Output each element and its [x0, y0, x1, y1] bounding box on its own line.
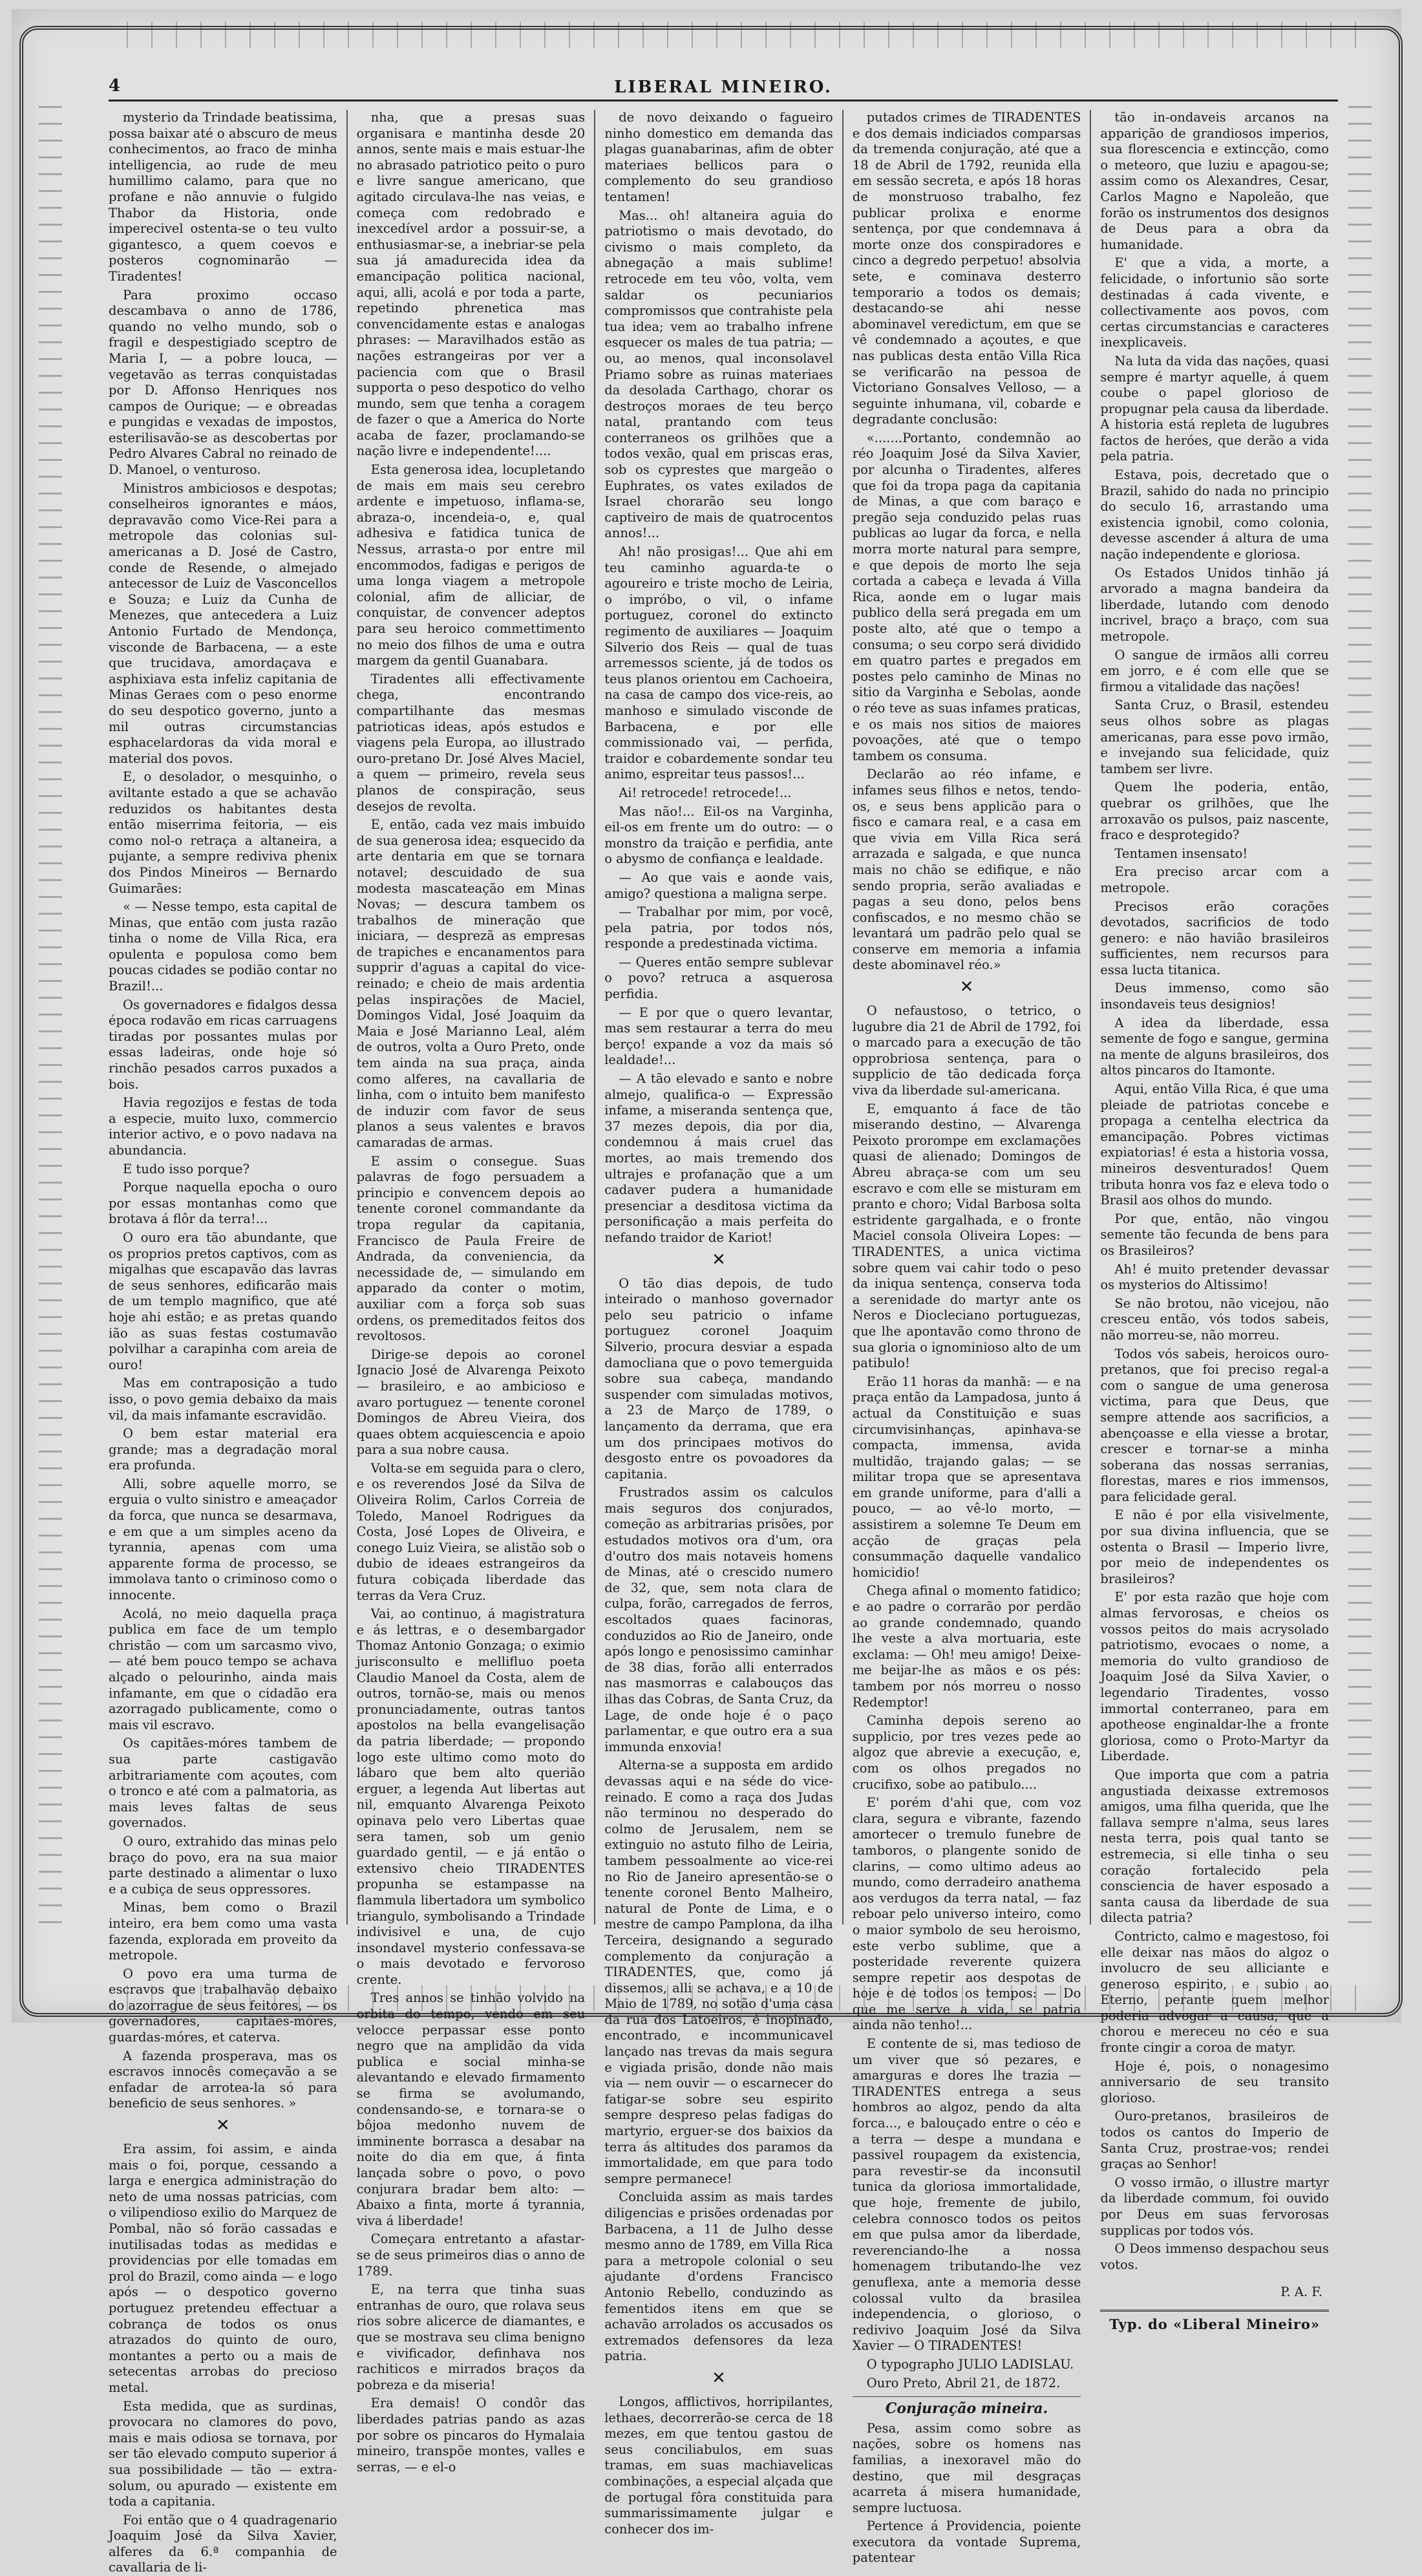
column-2 — [346, 110, 595, 2475]
paragraph: O nefaustoso, o tetrico, o lugubre dia 21 de Abril de 1792, foi o marcado para a execução de tão opprobriosa sentença, para o supplicio de tão dedicada força viva da liberdade sul-americana. — [852, 1003, 1081, 1098]
section-separator: ✕ — [712, 2368, 726, 2388]
column-5 — [1090, 110, 1338, 2332]
printer-imprint: Typ. do «Liberal Mineiro» — [1109, 2315, 1321, 2332]
paragraph: — Ao que vais e aonde vais, amigo? questiona a maligna serpe. — [604, 869, 833, 901]
paragraph: Minas, bem como o Brazil inteiro, era bem como uma vasta fazenda, explorada em proveito da metropole. — [109, 1900, 337, 1963]
paragraph: Que importa que com a patria angustiada deixasse extremosos amigos, uma filha querida, que lhe fallava sempre n'alma, seus lares nesta terra, pois qual tanto se estremecia, si elle tinha o seu coração fortalecido pela consciencia de haver esposado a santa causa da liberdade de sua dilecta patria? — [1100, 1767, 1329, 1926]
paragraph: — Queres então sempre sublevar o povo? retruca a asquerosa perfidia. — [604, 954, 833, 1002]
paragraph: E, o desolador, o mesquinho, o aviltante estado a que se achavão reduzidos os habitantes desta então miserrima feitoria, — eis como nol-o retraça a altaneira, a pujante, a sempre rediviva phenix dos Pindos Mineiros — Bernardo Guimarães: — [109, 769, 337, 896]
closing-rule — [1100, 2310, 1329, 2312]
paragraph: O tão dias depois, de tudo inteirado o manhoso governador pelo seu patricio o infame portuguez coronel Joaquim Silverio, procura desviar a espada damocliana que o povo temerguida sobre sua cabeça, mandando suspender com simuladas motivos, a 23 de Março de 1789, o lançamento da derrama, que era um dos principaes motivos do desgosto entre os povoadores da capitania. — [604, 1275, 833, 1482]
paragraph: putados crimes de TIRADENTES e dos demais indiciados comparsas da tremenda conjuração, até que a 18 de Abril de 1792, reunida ella em sessão secreta, e após 18 horas de monstruoso trabalho, fez publicar prolixa e enorme sentença, por que condemnava á morte onze dos conspiradores e cinco a degredo perpetuo! absolvia sete, e cominava desterro temporario a todos os demais; destacando-se ahi nesse abominavel veredictum, em que se vê condemnado a açoutes, e que nas publicas desta então Villa Rica se verificarão na pessoa de Victoriano Gonsalves Velloso, — a seguinte inhumana, vil, cobarde e degradante conclusão: — [852, 110, 1081, 427]
section-separator: ✕ — [215, 2116, 230, 2136]
paragraph: Ouro Preto, Abril 21, de 1872. — [866, 2375, 1061, 2390]
paragraph: Caminha depois sereno ao supplicio, por tres vezes pede ao algoz que abrevie a execução, e, com os olhos pregados no crucifixo, sobe ao patibulo.... — [852, 1713, 1081, 1792]
paragraph: Pesa, assim como sobre as nações, sobre os homens nas familias, a inexoravel mão do destino, que mil desgraças acarreta á misera humanidade, sempre luctuosa. — [852, 2420, 1081, 2515]
paragraph: E, então, cada vez mais imbuido de sua generosa idea; esquecido da arte dentaria em que se tornara notavel; descuidado de sua modesta mascateação em Minas Novas; — descura tambem os trabalhos de mineração que iniciara, — desprezã as empresas de trapiches e encanamentos para supprir d'aguas a capital do vice-reinado; e cheio de mais ardentia pelas inspirações de Maciel, Domingos Vidal, José Joaquim da Maia e José Marianno Leal, além de outros, volta a Ouro Preto, onde tem ainda na sua praça, ainda como alferes, na cavallaria de linha, com o intuito bem manifesto de induzir com favor de seus planos a seus valentes e bravos camaradas de armas. — [356, 817, 586, 1150]
paragraph: Esta generosa idea, locupletando de mais em mais seu cerebro ardente e impetuoso, inflama-se, abraza-o, incendeia-o, e, qual adhesiva e fatidica tunica de Nessus, arrasta-o por entre mil encommodos, fadigas e perigos de uma longa viagem a metropole colonial, afim de alliciar, de conquistar, de convencer adeptos para seu heroico commettimento no meio dos filhos de uma e outra margem da gentil Guanabara. — [356, 462, 586, 668]
paragraph: Ai! retrocede! retrocede!... — [619, 785, 792, 800]
paragraph: Foi então que o 4 quadragenario Joaquim José da Silva Xavier, alferes da 6.ª companhia de cavallaria de li- — [109, 2512, 337, 2575]
paragraph: Se não brotou, não vicejou, não cresceu então, vós todos sabeis, não morreu-se, não morreu. — [1100, 1295, 1329, 1343]
paragraph: A idea da liberdade, essa semente de fogo e sangue, germina na mente de alguns brasileiros, dos altos pincaros do Itamonte. — [1100, 1015, 1329, 1078]
paragraph: Concluida assim as mais tardes diligencias e prisões ordenadas por Barbacena, a 11 de Julho desse mesmo anno de 1789, em Villa Rica para a metropole colonial o seu ajudante d'ordens Francisco Antonio Rebello, conduzindo as fementidos itens em que se achavão arrolados os accusados os extremados defensores da leza patria. — [604, 2189, 833, 2364]
paragraph: E assim o consegue. Suas palavras de fogo persuadem a principio e convencem depois ao tenente coronel commandante da tropa regular da capitania, Francisco de Paula Freire de Andrada, da conveniencia, da necessidade de, — simulando em apparado da conter o motim, auxiliar com a força sob suas ordens, os premeditados feitos dos revoltosos. — [356, 1153, 586, 1344]
paragraph: E, na terra que tinha suas entranhas de ouro, que rolava seus rios sobre alicerce de diamantes, e que se mostrava seu clima benigno e vivificador, definhava nos rachiticos e mirrados braços da pobreza e da miseria! — [356, 2282, 586, 2392]
paragraph: Porque naquella epocha o ouro por essas montanhas como que brotava á flôr da terra!... — [109, 1180, 337, 1227]
paragraph: Ministros ambiciosos e despotas; conselheiros ignorantes e máos, depravavão como Vice-Rei para a metropole das colonias sul-americanas a D. José de Castro, conde de Resende, o almejado antecessor de Luiz de Vasconcellos e Souza; e Luiz da Cunha de Menezes, que antecedera a Luiz Antonio Furtado de Mendonça, visconde de Barbacena, — a este que trucidava, amordaçava e asphixiava esta infeliz capitania de Minas Geraes com o peso enorme do seu despotico governo, junto a mil outras circumstancias esphacelardoras da vida moral e material dos povos. — [109, 480, 337, 766]
paragraph: Ah! não prosigas!... Que ahi em teu caminho aguarda-te o agoureiro e triste mocho de Leiria, o impróbo, o vil, o infame portuguez, coronel do extincto regimento de auxiliares — Joaquim Silverio dos Reis — qual de tuas arremessos sciente, já de todos os teus planos orientou em Cachoeira, na casa de campo dos vice-reis, ao manhoso e simulado visconde de Barbacena, e por elle commissionado vai, — perfida, traidor e cobardemente sondar teu animo, espreitar teus passos!... — [604, 544, 833, 782]
paragraph: Os capitães-móres tambem de sua parte castigavão arbitrariamente com açoutes, com o tronco e até com a palmatoria, as mais leves faltas de seus governados. — [109, 1736, 337, 1831]
paragraph: Contricto, calmo e magestoso, foi elle deixar nas mãos do algoz o involucro de seu alliciante e generoso espirito, e subio ao Eterno, perante quem melhor poderia advogar a causa, que a chorou e mereceu no céo e sua fronte cingir a coroa de matyr. — [1100, 1928, 1329, 2056]
paragraph: Pertence á Providencia, poiente executora da vontade Suprema, patentear — [852, 2518, 1081, 2566]
paragraph: E' por esta razão que hoje com almas fervorosas, e cheios os vossos peitos do mais acrysolado patriotismo, evocaes o nome, a memoria do vulto grandioso de Joaquim José da Silva Xavier, o legendario Tiradentes, vosso immortal conterraneo, para em apotheose enginaldar-lhe a fronte gloriosa, como o Proto-Martyr da Liberdade. — [1100, 1590, 1329, 1764]
paragraph: Na luta da vida das nações, quasi sempre é martyr aquelle, á quem coube o papel glorioso de propugnar pela causa da liberdade. A historia está repleta de lugubres factos de heróes, que derão a vida pela patria. — [1100, 353, 1329, 464]
paragraph: tão in-ondaveis arcanos na apparição de grandiosos imperios, sua florescencia e extincção, como o meteoro, que luziu e apagou-se; assim como os Alexandres, Cesar, Carlos Magno e Napoleão, que forão os instrumentos dos designos de Deus para a obra da humanidade. — [1100, 110, 1329, 252]
paragraph: Mas em contraposição a tudo isso, o povo gemia debaixo da mais vil, da mais infamante escravidão. — [109, 1376, 337, 1423]
paragraph: Por que, então, não vingou semente tão fecunda de bens para os Brasileiros? — [1100, 1211, 1329, 1258]
paragraph: Vai, ao continuo, á magistratura e ás lettras, e o desembargador Thomaz Antonio Gonzaga; o eximio jurisconsulto e mellifluo poeta Claudio Manoel da Costa, alem de outros, tornão-se, mais ou menos pronunciadamente, outras tantos apostolos na bella evangelisação da patria liberdade; — propondo logo este ultimo como moto do lábaro que bem alto querião erguer, a legenda Aut libertas aut nil, emquanto Alvarenga Peixoto opinava pelo vero Libertas quae sera tamen, sob um genio guardado gentil, — e já então o extensivo cheio TIRADENTES propunha se estampasse na flammula libertadora um symbolico triangulo, symbolisando a Trindade indivisivel e una, de cujo insondavel mysterio confessava-se o mais devotado e fervoroso crente. — [356, 1606, 586, 1987]
page-header — [109, 76, 1338, 101]
paragraph: Aqui, então Villa Rica, é que uma pleiade de patriotas concebe e propaga a centelha electrica da emancipação. Pobres victimas expiatorias! é esta a historia vossa, mineiros desventurados! Quem tributa honra vos faz e eleva todo o Brasil aos olhos do mundo. — [1100, 1081, 1329, 1208]
paragraph: Começara entretanto a afastar-se de seus primeiros dias o anno de 1789. — [356, 2231, 586, 2279]
paragraph: A fazenda prosperava, mas os escravos innocês começavão a se enfadar de arrotea-la só para beneficio de seus senhores. » — [109, 2048, 337, 2111]
paragraph: Mas não!... Eil-os na Varginha, eil-os em frente um do outro: — o monstro da traição e perfidia, ante o abysmo de confiança e lealdade. — [604, 804, 833, 867]
section-separator: ✕ — [959, 977, 974, 997]
paragraph: E não é por ella visivelmente, por sua divina influencia, que se ostenta o Brasil — Imperio livre, por meio de independentes os brasileiros? — [1100, 1507, 1329, 1586]
paragraph: Chega afinal o momento fatidico; e ao padre o corrarão por perdão ao grande condemnado, quando lhe veste a alva mortuaria, este exclama: — Oh! meu amigo! Deixe-me beijar-lhe as mãos e os pés: tambem por nós morreu o nosso Redemptor! — [852, 1583, 1081, 1710]
page-number: 4 — [109, 76, 121, 96]
paragraph: Tiradentes alli effectivamente chega, encontrando compartilhante das mesmas patrioticas ideas, após estudos e viagens pela Europa, ao illustrado ouro-pretano Dr. José Alves Maciel, a quem — primeiro, revela seus planos de conspiração, seus desejos de revolta. — [356, 671, 586, 814]
paragraph: Quem lhe poderia, então, quebrar os grilhões, que lhe arroxavão os pulsos, paiz nascente, fraco e desprotegido? — [1100, 780, 1329, 843]
column-4 — [842, 110, 1090, 2566]
paragraph: O vosso irmão, o illustre martyr da liberdade commum, foi ouvido por Deus em suas fervorosas supplicas por todos vós. — [1100, 2175, 1329, 2238]
paragraph: Era assim, foi assim, e ainda mais o foi, porque, cessando a larga e energica administração do neto de uma nossas patricias, com o vilipendioso exilio do Marquez de Pombal, não só foräo cassadas e inutilisadas todas as medidas e providencias por elle tomadas em prol do Brazil, como ainda — e logo após — o despotico governo portuguez pretendeu effectuar a cobrança de todos os onus atrazados do quinto de ouro, montantes a perto ou a mais de setecentas arrobas do precioso metal. — [109, 2142, 337, 2395]
article-columns — [109, 110, 1338, 2575]
paragraph: Estava, pois, decretado que o Brazil, sahido do nada no principio do seculo 16, arrastando uma existencia ignobil, como colonia, devesse ascender á altura de uma nação independente e gloriosa. — [1100, 467, 1329, 562]
paragraph: O sangue de irmãos alli correu em jorro, e é com elle que se firmou a vitalidade das nações! — [1100, 647, 1329, 694]
column-3 — [594, 110, 842, 2537]
paragraph: O Deos immenso despachou seus votos. — [1100, 2241, 1329, 2272]
paragraph: Mas... oh! altaneira aguia do patriotismo o mais devotado, do civismo o mais completo, da abnegação a mais sublime! retrocede em teu vôo, volta, vem saldar os pecuniarios compromissos que contrahiste pela tua idea; vem ao trabalho infrene esquecer os males de tua patria; — ou, ao menos, qual inconsolavel Priamo sobre as ruinas materiaes da desolada Carthago, chorar os destroços moraes de teu berço natal, prantando com teus conterraneos os grilhões que a todos vexão, qual em priscas eras, sob os cyprestes que margeão o Euphrates, os vates exilados de Israel chorarão seu longo captiveiro de mais de quatrocentos annos!... — [604, 208, 833, 541]
masthead-title: LIBERAL MINEIRO. — [614, 78, 833, 97]
paragraph: O bem estar material era grande; mas a degradação moral era profunda. — [109, 1426, 337, 1473]
paragraph: — Trabalhar por mim, por você, pela patria, por todos nós, responde a predestinada victima. — [604, 904, 833, 952]
paragraph: Hoje é, pois, o nonagesimo anniversario de seu transito glorioso. — [1100, 2058, 1329, 2105]
paragraph: Declarão ao réo infame, e infames seus filhos e netos, tendo-os, e seus bens applicão para o fisco e camara real, e a casa em que vivia em Villa Rica será arrazada e salgada, e que nunca mais no chão se edifique, e não sendo propria, serão avaliadas e pagas a seu dono, pelos bens confiscados, e no mesmo chão se levantará um padrão pelo qual se conserve em memoria a infamia deste abominavel réo.» — [852, 767, 1081, 973]
paragraph: Tentamen insensato! — [1114, 846, 1248, 861]
paragraph: Era demais! O condôr das liberdades patrias pando as azas por sobre os pincaros do Hymalaia mineiro, transpõe montes, valles e serras, — e el-o — [356, 2396, 586, 2475]
paragraph: E contente de si, mas tedioso de um viver que só pezares, e amarguras e dores lhe trazia — TIRADENTES entrega a seus hombros ao algoz, pendo da alta forca..., e balouçado entre o céo e a terra — despe a mundana e passivel roupagem da existencia, para revestir-se da inconsutil tunica da gloriosa immortalidade, que hoje, fremente de jubilo, celebra connosco todos os peitos em que pulsa amor da liberdade, reverenciando-lhe a nossa homenagem tributando-lhe vez genuflexa, ante a memoria desse colossal vulto da brasilea independencia, o glorioso, o redivivo Joaquim José da Silva Xavier — O TIRADENTES! — [852, 2036, 1081, 2354]
paragraph: O ouro, extrahido das minas pelo braço do povo, era na sua maior parte destinado a alimentar o luxo e a cubiça de seus oppressores. — [109, 1833, 337, 1897]
paragraph: Ouro-pretanos, brasileiros de todos os cantos do Imperio de Santa Cruz, prostrae-vos; rendei graças ao Senhor! — [1100, 2109, 1329, 2172]
paragraph: «.......Portanto, condemnão ao réo Joaquim José da Silva Xavier, por alcunha o Tiradentes, alferes que foi da tropa paga da capitania de Minas, a que com baraço e pregão seja conduzido pelas ruas publicas ao lugar da forca, e nella morra morte natural para sempre, e que depois de morto lhe seja cortada a cabeça e levada á Villa Rica, aonde em o lugar mais publico della será pregada em um poste alto, até que o tempo a consuma; o seu corpo será dividido em quatro partes e pregados em postes pelo caminho de Minas no sitio da Varginha e Sebolas, aonde o réo teve as suas infames praticas, e os mais nos sitios de maiores povoações, até que o tempo tambem os consuma. — [852, 430, 1081, 763]
paragraph: — E por que o quero levantar, mas sem restaurar a terra do meu berço! expande a voz da mais só lealdade!... — [604, 1005, 833, 1068]
paragraph: O ouro era tão abundante, que os proprios pretos captivos, com as migalhas que escapavão das lavras de seus senhores, edificarão mais de um templo magnifico, que até hoje ahi estão; e as pretas quando ião as suas festas costumavão polvilhar a carapinha com areia de ouro! — [109, 1229, 337, 1372]
paragraph: E, emquanto á face de tão miserando destino, — Alvarenga Peixoto prorompe em exclamações quasi de alienado; Domingos de Abreu abraça-se com um seu escravo e com elle se misturam em pranto e choro; Vidal Barbosa solta estridente gargalhada, e o fronte Maciel consola Oliveira Lopes: — TIRADENTES, a unica victima sobre quem vai cahir todo o peso da iniqua sentença, conserva toda a serenidade do martyr ante os Neros e Diocleciano portuguezas, que lhe apontavão como throno de sua gloria o ignominioso alto de um patibulo! — [852, 1101, 1081, 1371]
column-1 — [109, 110, 346, 2575]
paragraph: Os Estados Unidos tinhão já arvorado a magna bandeira da liberdade, lutando com denodo incrivel, braço a braço, com sua metropole. — [1100, 565, 1329, 644]
paragraph: — A tão elevado e santo e nobre almejo, qualifica-o — Expressão infame, a miseranda sentença que, 37 mezes depois, dia por dia, condemnou á mais cruel das mortes, ao mais tremendo dos ultrajes e profanação que a um cadaver pudera a humanidade presenciar a desditosa victima da personificação a mais perfeita do nefando traidor de Kariot! — [604, 1071, 833, 1245]
paragraph: O povo era uma turma de escravos que trabalhavão debaixo do azorrague de seus feitores, — os governadores, capitães-móres, guardas-móres, et caterva. — [109, 1966, 337, 2045]
paragraph: E' que a vida, a morte, a felicidade, o infortunio são sorte destinadas á cada vivente, e collectivamente aos povos, com certas circumstancias e caracteres inexplicaveis. — [1100, 255, 1329, 350]
paragraph: de novo deixando o fagueiro ninho domestico em demanda das plagas guanabarinas, afim de obter materiaes bellicos para o complemento do seu grandioso tentamen! — [604, 110, 833, 204]
paragraph: Erão 11 horas da manhã: — e na praça então da Lampadosa, junto á actual da Constituição e suas circumvisinhanças, apinhava-se compacta, immensa, avida multidão, trajando galas; — se militar tropa que se apresentava em grande uniforme, para d'alli a pouco, — ao vê-lo morto, — assistirem a solemne Te Deum em acção de graças pela consummação daquelle vandalico homicidio! — [852, 1374, 1081, 1580]
article-subheading: Conjuração mineira. — [853, 2396, 1081, 2417]
paragraph: Santa Cruz, o Brasil, estendeu seus olhos sobre as plagas americanas, para esse povo irmão, e invejando sua felicidade, quiz tambem ser livre. — [1100, 697, 1329, 776]
paragraph: Os governadores e fidalgos dessa época rodavão em ricas carruagens tiradas por possantes mulas por essas ladeiras, onde hoje só rinchão pesados carros puxados a bois. — [109, 997, 337, 1092]
paragraph: Alterna-se a supposta em ardido devassas aqui e na séde do vice-reinado. E como a raça dos Judas não terminou no desperado do colmo de Jerusalem, nem se extinguio no astuto filho de Leiria, tambem pessoalmente ao vice-rei no Rio de Janeiro apresentão-se o tenente coronel Bento Malheiro, natural de Ponte de Lima, e o mestre de campo Pamplona, da ilha Terceira, designando a segurado complemento da conjuração a TIRADENTES, que, como já dissemos, alli se achava, e a 10 de Maio de 1789, no sotão d'uma casa da rua dos Latoeiros, é inopinado, encontrado, e incommunicavel lançado nas trevas da mais segura e vigiada prisão, donde não mais via — nem ouvir — o escarnecer do fatigar-se sobre seu espirito sempre despreso pelas fadigas do martyrio, erguer-se dos baixios da terra ás altitudes dos paramos da immortalidade, em que para todo sempre permanece! — [604, 1758, 833, 2186]
paragraph: E tudo isso porque? — [123, 1161, 250, 1176]
paragraph: Para proximo occaso descambava o anno de 1786, quando no velho mundo, sob o fragil e despestigiado sceptro de Maria I, — a pobre louca, — vegetavão as terras conquistadas por D. Affonso Henriques nos campos de Ourique; — e obreadas e pungidas e vexadas de impostos, esterilisavão-se as descobertas por Pedro Alvares Cabral no reinado de D. Manoel, o venturoso. — [109, 287, 337, 478]
paragraph: Ah! é muito pretender devassar os mysterios do Altissimo! — [1100, 1261, 1329, 1293]
paragraph: Deus immenso, como são insondaveis teus designios! — [1100, 981, 1329, 1012]
paragraph: Todos vós sabeis, heroicos ouro-pretanos, que foi preciso regal-a com o sangue de uma generosa victima, para que Deus, que sempre attende aos sacrificios, a abençoasse e ella viesse a brotar, crescer e tornar-se a minha soberana das nossas serranias, florestas, mares e rios immensos, para felicidade geral. — [1100, 1346, 1329, 1504]
paragraph: Precisos erão corações devotados, sacrificios de todo genero: e não havião brasileiros sufficientes, nem recursos para essa lucta titanica. — [1100, 899, 1329, 977]
paragraph: nha, que a presas suas organisara e mantinha desde 20 annos, sente mais e mais estuar-lhe no abrasado patriotico peito o puro e livre sangue americano, que agitado circulava-lhe nas veias, e começa com redobrado e inexcedível ardor a possuir-se, a enthusiasmar-se, a inebriar-se pela sua já amadurecida idea da emancipação politica nacional, aqui, alli, acolá e por toda a parte, repetindo phrenetica mas convencidamente estas e analogas phrases: — Maravilhados estão as nações estrangeiras por ver a paciencia com que o Brasil supporta o peso despotico do velho mundo, sem que tenha a coragem de fazer o que a America do Norte acaba de fazer, proclamando-se nação livre e independente!.... — [356, 110, 586, 459]
paragraph: mysterio da Trindade beatissima, possa baixar até o abscuro de meus conhecimentos, ao fraco de minha intelligencia, ao rude de meu humillimo calamo, para que no profane e não annuvie o fulgido Thabor da Historia, onde imperecivel ostenta-se o teu vulto gigantesco, a quem coevos e posteros cognominarão — Tiradentes! — [109, 110, 337, 284]
paragraph: Acolá, no meio daquella praça publica em face de um templo christão — com um sarcasmo vivo, — até bem pouco tempo se achava alçado o pelourinho, ainda mais infamante, em que o cidadão era azorragado publicamente, como o mais vil escravo. — [109, 1606, 337, 1732]
paragraph: Havia regozijos e festas de toda a especie, muito luxo, commercio interior activo, e o povo nadava na abundancia. — [109, 1095, 337, 1158]
paragraph: Frustrados assim os calculos mais seguros dos conjurados, começão as arbitrarias prisões, por estudados motivos ora d'um, ora d'outro dos mais notaveis homens de Minas, até o crescido numero de 32, que, sem nota clara de culpa, forão, carregados de ferros, escoltados quaes facinoras, conduzidos ao Rio de Janeiro, onde após longo e penosissimo caminhar de 38 dias, forão alli enterrados nas masmorras e calabouços das ilhas das Cobras, de Santa Cruz, da Lage, de onde hoje é o paço parlamentar, e que outro era a sua immunda enxovia! — [604, 1485, 833, 1754]
paragraph: Dirige-se depois ao coronel Ignacio José de Alvarenga Peixoto — brasileiro, e ao ambicioso e avaro portuguez — tenente coronel Domingos de Abreu Vieira, dos quaes obtem acquiescencia e apoio para a sua nobre causa. — [356, 1347, 586, 1458]
paragraph: Era preciso arcar com a metropole. — [1100, 864, 1329, 895]
paragraph: Esta medida, que as surdinas, provocara no clamores do povo, mais e mais odiosa se tornava, por ser tão elevado computo superior á sua possibilidade — tão — extra-solum, ou apurado — existente em toda a capitania. — [109, 2398, 337, 2509]
paragraph: Longos, afflictivos, horripilantes, lethaes, decorrerão-se cerca de 18 mezes, em que tentou gastou de seus conciliabulos, em suas tramas, em suas machiavelicas combinações, a especial alçada que de portugal fôra constituida para summarissimamente julgar e conhecer dos im- — [604, 2394, 833, 2537]
paragraph: Tres annos se tinhão volvido na orbita do tempo, vendo em seu velocce perpassar esse ponto negro que na amplidão da vida publica e social minha-se alevantando e elevado firmamento se firma se avolumando, condensando-se, e tornara-se o bôjoa medonho nuvem de imminente borrasca a desabar na noite do dia em que, á finta lançada sobre o povo, o povo conjurara bradar bem alto: — Abaixo a finta, morte á tyrannia, viva á liberdade! — [356, 1990, 586, 2228]
paragraph: « — Nesse tempo, esta capital de Minas, que então com justa razão tinha o nome de Villa Rica, era opulenta e populosa como bem poucas cidades se podião contar no Brazil!... — [109, 899, 337, 994]
paragraph: O typographo JULIO LADISLAU. — [866, 2356, 1074, 2372]
paragraph: E' porém d'ahi que, com voz clara, segura e vibrante, fazendo amortecer o tremulo funebre de tamboros, o plangente sonido de clarins, — como ultimo adeus ao mundo, como derradeiro anathema aos verdugos da terra natal, — faz reboar pelo universo inteiro, como o maior symbolo de seu heroismo, este verbo sublime, que a posteridade reverente quizera sempre repetir aos despotas de hoje e de todos os tempos: — Do que me serve a vida, se patria ainda não tenho!... — [852, 1795, 1081, 2033]
author-signature: P. A. F. — [1280, 2284, 1322, 2300]
section-separator: ✕ — [712, 1250, 726, 1270]
paragraph: Alli, sobre aquelle morro, se erguia o vulto sinistro e ameaçador da forca, que nunca se desarmava, e em que a um simples aceno da tyrannia, apenas com uma apparente forma de processo, se immolava tanto o criminoso como o innocente. — [109, 1476, 337, 1603]
paragraph: Volta-se em seguida para o clero, e os reverendos José da Silva de Oliveira Rolim, Carlos Correia de Toledo, Manoel Rodrigues da Costa, José Lopes de Oliveira, e conego Luiz Vieira, se alistão sob o dubio de ideaes estrangeiros da futura cobiçada liberdade das terras da Vera Cruz. — [356, 1460, 586, 1603]
